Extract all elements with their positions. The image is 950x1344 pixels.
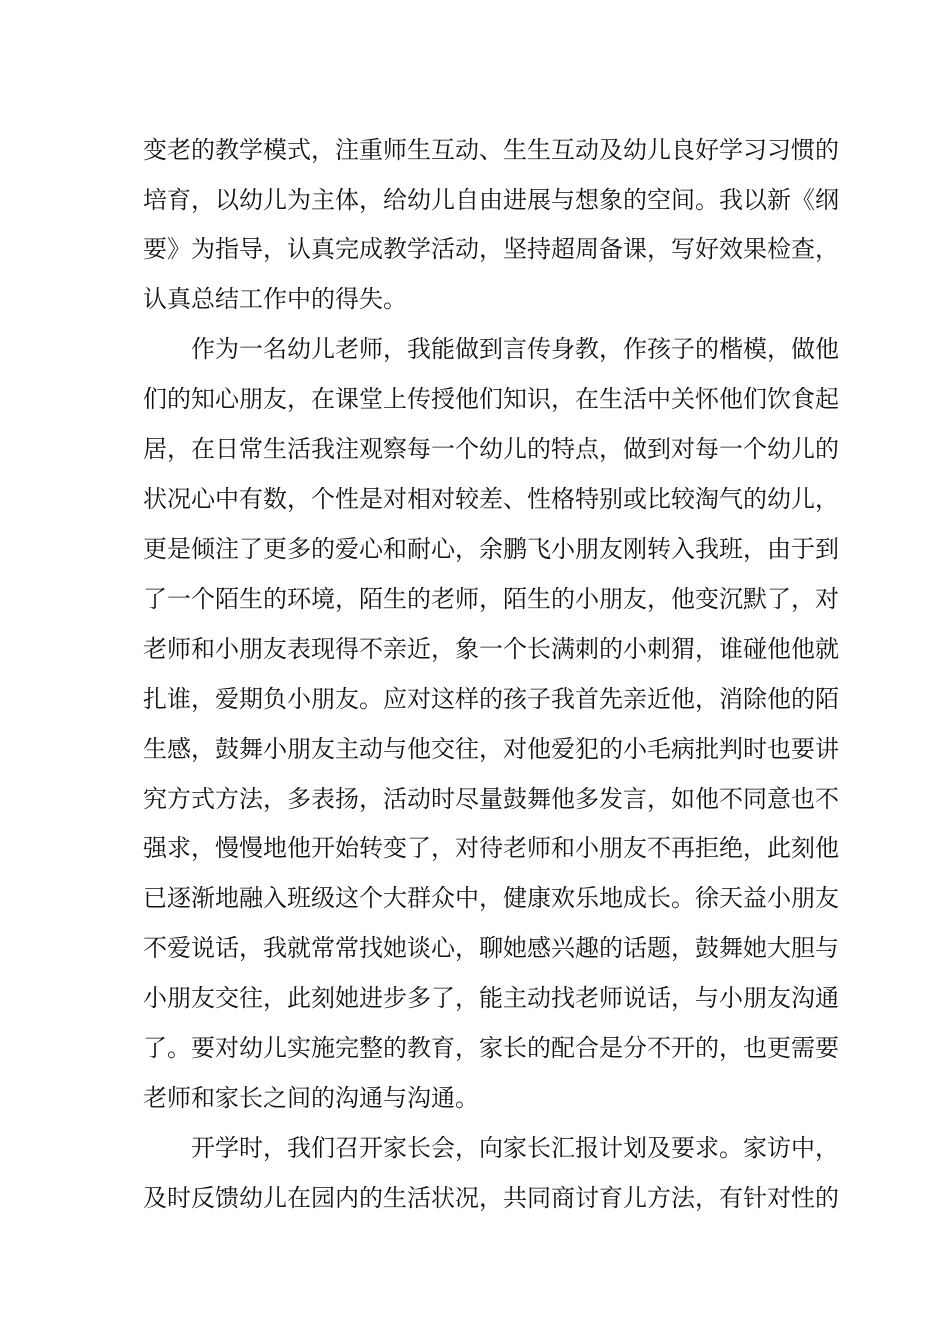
text-line: 变老的教学模式，注重师生互动、生生互动及幼儿良好学习习惯的: [143, 136, 839, 164]
text-line: 小朋友交往，此刻她进步多了，能主动找老师说话，与小朋友沟通: [143, 984, 839, 1012]
text-line: 强求，慢慢地他开始转变了，对待老师和小朋友不再拒绝，此刻他: [143, 834, 839, 862]
text-line: 不爱说话，我就常常找她谈心，聊她感兴趣的话题，鼓舞她大胆与: [143, 934, 839, 962]
text-line: 作为一名幼儿老师，我能做到言传身教，作孩子的楷模，做他: [191, 335, 839, 363]
text-line: 了一个陌生的环境，陌生的老师，陌生的小朋友，他变沉默了，对: [143, 585, 839, 613]
text-line: 居，在日常生活我注观察每一个幼儿的特点，做到对每一个幼儿的: [143, 435, 839, 463]
text-line: 已逐渐地融入班级这个大群众中，健康欢乐地成长。徐天益小朋友: [143, 884, 839, 912]
text-line: 了。要对幼儿实施完整的教育，家长的配合是分不开的，也更需要: [143, 1034, 839, 1062]
text-line: 认真总结工作中的得失。: [143, 285, 407, 313]
text-line: 们的知心朋友，在课堂上传授他们知识，在生活中关怀他们饮食起: [143, 385, 839, 413]
text-line: 开学时，我们召开家长会，向家长汇报计划及要求。家访中，: [191, 1134, 839, 1162]
text-line: 老师和家长之间的沟通与沟通。: [143, 1084, 479, 1112]
text-line: 老师和小朋友表现得不亲近，象一个长满刺的小刺猬，谁碰他他就: [143, 635, 839, 663]
text-line: 及时反馈幼儿在园内的生活状况，共同商讨育儿方法，有针对性的: [143, 1184, 839, 1212]
text-line: 培育，以幼儿为主体，给幼儿自由进展与想象的空间。我以新《纲: [143, 186, 839, 214]
text-line: 更是倾注了更多的爱心和耐心，余鹏飞小朋友刚转入我班，由于到: [143, 535, 839, 563]
text-line: 究方式方法，多表扬，活动时尽量鼓舞他多发言，如他不同意也不: [143, 785, 839, 813]
text-line: 扎谁，爱期负小朋友。应对这样的孩子我首先亲近他，消除他的陌: [143, 685, 839, 713]
text-line: 要》为指导，认真完成教学活动，坚持超周备课，写好效果检查，: [143, 235, 839, 263]
text-line: 状况心中有数，个性是对相对较差、性格特别或比较淘气的幼儿，: [143, 485, 839, 513]
text-line: 生感，鼓舞小朋友主动与他交往，对他爱犯的小毛病批判时也要讲: [143, 735, 839, 763]
